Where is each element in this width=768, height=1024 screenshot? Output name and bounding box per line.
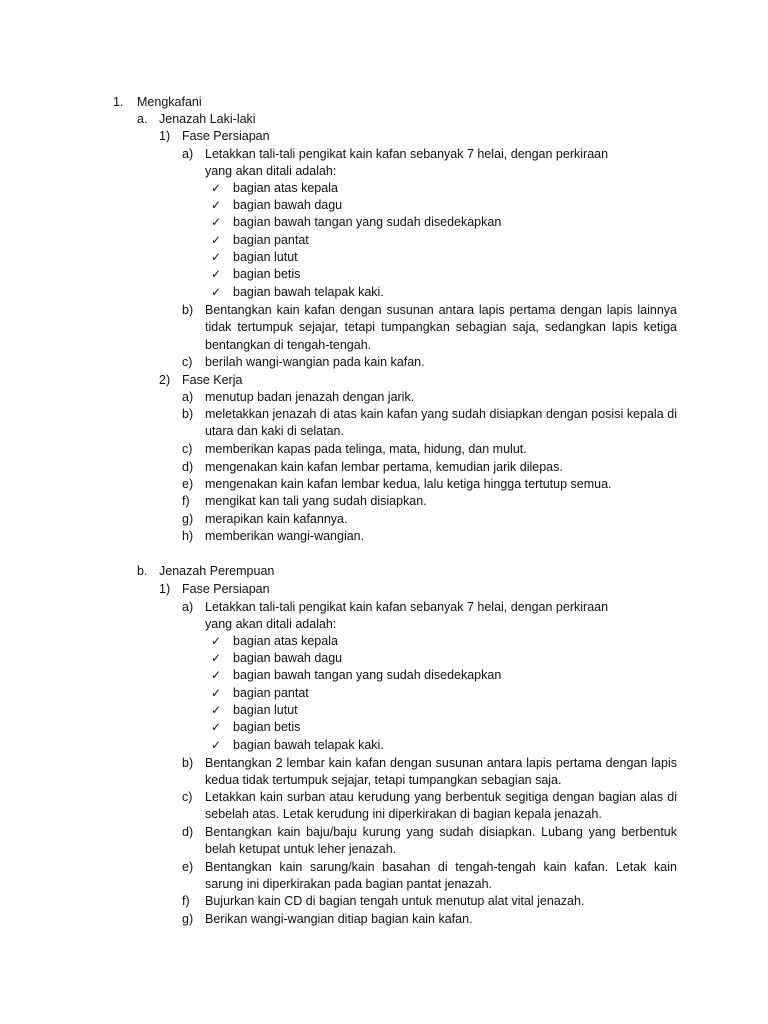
checklist-item: bagian atas kepala [233, 634, 338, 648]
subsection-title: Jenazah Laki-laki [159, 112, 256, 126]
item-marker: a) [182, 600, 194, 614]
subsection-marker: b. [137, 564, 148, 578]
checklist-item: bagian bawah dagu [233, 651, 343, 665]
list-item: Bujurkan kain CD di bagian tengah untuk menutup alat vital jenazah. [205, 894, 585, 908]
list-item: Bentangkan kain baju/baju kurung yang sudah disiapkan. Lubang yang berbentuk belah ketupat untuk leher jenazah. [205, 825, 677, 857]
item-marker: f) [182, 894, 190, 908]
phase-marker: 2) [159, 373, 171, 387]
phase-title: Fase Persiapan [182, 129, 270, 143]
subsection-marker: a. [137, 112, 148, 126]
list-item: Berikan wangi-wangian ditiap bagian kain kafan. [205, 912, 473, 926]
item-marker: b) [182, 756, 194, 770]
list-item: Letakkan tali-tali pengikat kain kafan sebanyak 7 helai, dengan perkiraan yang akan ditali adalah: [205, 147, 609, 179]
check-mark-icon: ✓ [211, 233, 222, 247]
item-marker: c) [182, 355, 193, 369]
check-mark-icon: ✓ [211, 285, 222, 299]
item-marker: e) [182, 860, 194, 874]
item-marker: f) [182, 494, 190, 508]
list-item: memberikan kapas pada telinga, mata, hidung, dan mulut. [205, 442, 527, 456]
checklist-item: bagian pantat [233, 233, 309, 247]
check-mark-icon: ✓ [211, 267, 222, 281]
list-item: Bentangkan kain sarung/kain basahan di tengah-tengah kain kafan. Letak kain sarung ini diperkirakan pada bagian pantat jenazah. [205, 860, 677, 892]
check-mark-icon: ✓ [211, 634, 222, 648]
list-item: Letakkan kain surban atau kerudung yang berbentuk segitiga dengan bagian alas di sebelah atas. Letak kerudung ini diperkirakan di bagian kepala jenazah. [205, 790, 677, 822]
phase-marker: 1) [159, 129, 171, 143]
item-marker: c) [182, 442, 193, 456]
check-mark-icon: ✓ [211, 651, 222, 665]
item-marker: b) [182, 303, 194, 317]
list-item: menutup badan jenazah dengan jarik. [205, 390, 415, 404]
item-marker: b) [182, 407, 194, 421]
list-item: mengenakan kain kafan lembar kedua, lalu ketiga hingga tertutup semua. [205, 477, 612, 491]
item-marker: a) [182, 147, 194, 161]
item-marker: h) [182, 529, 194, 543]
checklist-item: bagian betis [233, 267, 301, 281]
list-item: Bentangkan 2 lembar kain kafan dengan susunan antara lapis pertama dengan lapis kedua tidak tertumpuk sejajar, tetapi tumpangkan sebagian saja. [205, 756, 677, 788]
phase-title: Fase Persiapan [182, 582, 270, 596]
section-title: Mengkafani [137, 95, 202, 109]
item-marker: e) [182, 477, 194, 491]
item-marker: g) [182, 512, 194, 526]
checklist-item: bagian betis [233, 720, 301, 734]
checklist-item: bagian bawah telapak kaki. [233, 738, 384, 752]
item-marker: g) [182, 912, 194, 926]
check-mark-icon: ✓ [211, 250, 222, 264]
checklist-item: bagian bawah telapak kaki. [233, 285, 384, 299]
check-mark-icon: ✓ [211, 181, 222, 195]
item-marker: a) [182, 390, 194, 404]
check-mark-icon: ✓ [211, 720, 222, 734]
subsection-title: Jenazah Perempuan [159, 564, 275, 578]
list-item: memberikan wangi-wangian. [205, 529, 365, 543]
item-marker: c) [182, 790, 193, 804]
check-mark-icon: ✓ [211, 198, 222, 212]
phase-marker: 1) [159, 582, 171, 596]
list-item: mengenakan kain kafan lembar pertama, kemudian jarik dilepas. [205, 460, 563, 474]
phase-title: Fase Kerja [182, 373, 243, 387]
checklist-item: bagian bawah tangan yang sudah disedekapkan [233, 215, 502, 229]
check-mark-icon: ✓ [211, 686, 222, 700]
list-item: Bentangkan kain kafan dengan susunan antara lapis pertama dengan lapis lainnya tidak tertumpuk sejajar, tetapi tumpangkan sebagian saja, sedangkan lapis ketiga bentangkan di tengah-tengah. [205, 303, 677, 352]
checklist-item: bagian lutut [233, 250, 298, 264]
list-item: mengikat kan tali yang sudah disiapkan. [205, 494, 427, 508]
checklist-item: bagian bawah tangan yang sudah disedekapkan [233, 668, 502, 682]
checklist-item: bagian bawah dagu [233, 198, 343, 212]
item-marker: d) [182, 460, 194, 474]
list-item: merapikan kain kafannya. [205, 512, 348, 526]
checklist-item: bagian pantat [233, 686, 309, 700]
checklist-item: bagian atas kepala [233, 181, 338, 195]
list-number: 1. [113, 95, 124, 109]
check-mark-icon: ✓ [211, 703, 222, 717]
list-item: berilah wangi-wangian pada kain kafan. [205, 355, 425, 369]
check-mark-icon: ✓ [211, 215, 222, 229]
checklist-item: bagian lutut [233, 703, 298, 717]
item-marker: d) [182, 825, 194, 839]
check-mark-icon: ✓ [211, 738, 222, 752]
check-mark-icon: ✓ [211, 668, 222, 682]
list-item: Letakkan tali-tali pengikat kain kafan sebanyak 7 helai, dengan perkiraan yang akan ditali adalah: [205, 600, 609, 632]
list-item: meletakkan jenazah di atas kain kafan yang sudah disiapkan dengan posisi kepala di utara dan kaki di selatan. [205, 407, 677, 439]
